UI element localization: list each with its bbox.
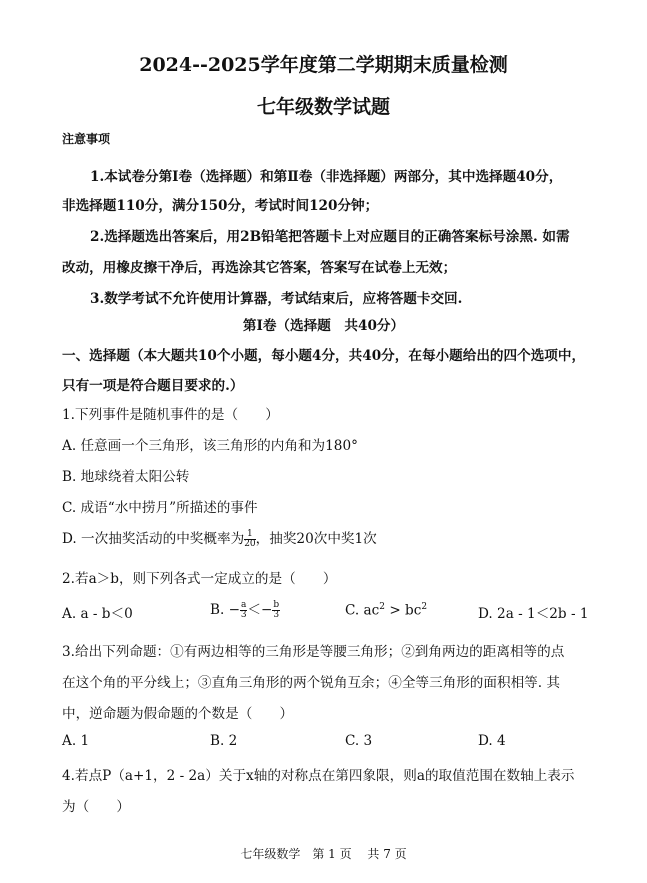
q3-option-b: B. 2 — [210, 733, 238, 749]
q3-stem-line-2: 在这个角的平分线上；③直角三角形的两个锐角互余；④全等三角形的面积相等. 其 — [62, 675, 561, 691]
q1-stem: 1.下列事件是随机事件的是（ ） — [62, 407, 279, 423]
q1-option-b: B. 地球绕着太阳公转 — [62, 469, 190, 485]
q2-fraction-a-numerator: a — [241, 600, 247, 610]
q4-stem-line-2: 为（ ） — [62, 799, 130, 815]
q2-option-c-right: > bc — [385, 602, 422, 619]
q1-fraction-denominator: 20 — [244, 539, 256, 549]
notice-item-1-line-2: 非选择题110分，满分150分，考试时间120分钟； — [62, 198, 379, 214]
q2-option-c-exponent-2: 2 — [421, 602, 428, 612]
q1-option-d-text-start: D. 一次抽奖活动的中奖概率为 — [62, 531, 245, 547]
exam-subtitle: 七年级数学试题 — [256, 96, 390, 118]
q2-option-b-fraction-b — [272, 601, 280, 620]
notice-item-1-line-1: 1.本试卷分第Ⅰ卷（选择题）和第Ⅱ卷（非选择题）两部分，其中选择题40分， — [90, 169, 563, 185]
q2-option-c-left: C. ac — [345, 602, 380, 619]
q1-fraction-numerator: 1 — [244, 530, 255, 540]
q3-stem-line-3: 中，逆命题为假命题的个数是（ ） — [62, 706, 294, 722]
q1-option-c: C. 成语“水中捞月”所描述的事件 — [62, 500, 258, 516]
q2-option-c — [345, 602, 427, 619]
q3-option-a: A. 1 — [62, 733, 90, 749]
notice-item-2-line-1: 2.选择题选出答案后，用2B铅笔把答题卡上对应题目的正确答案标号涂黑. 如需 — [90, 229, 570, 245]
q1-option-d-text-end: ，抽奖20次中奖1次 — [255, 531, 377, 547]
notice-item-3: 3.数学考试不允许使用计算器，考试结束后，应将答题卡交回. — [90, 291, 463, 307]
q2-stem: 2.若a＞b，则下列各式一定成立的是（ ） — [62, 571, 337, 587]
q2-fraction-a-denominator: 3 — [240, 610, 247, 620]
q2-option-d: D. 2a - 1＜2b - 1 — [478, 606, 589, 622]
q1-option-a: A. 任意画一个三角形，该三角形的内角和为180° — [62, 438, 358, 454]
part1-instructions-line-2: 只有一项是符合题目要求的.） — [62, 378, 244, 394]
section-heading: 第Ⅰ卷（选择题 共40分） — [242, 318, 405, 334]
q1-option-d-fraction — [244, 530, 255, 549]
q3-option-d: D. 4 — [478, 733, 506, 749]
q4-stem-line-1: 4.若点P（a+1，2 - 2a）关于x轴的对称点在第四象限，则a的取值范围在数轴上表示 — [62, 768, 575, 784]
notice-heading: 注意事项 — [62, 132, 111, 146]
part1-instructions-line-1: 一、选择题（本大题共10个小题，每小题4分，共40分，在每小题给出的四个选项中， — [62, 348, 586, 364]
q2-fraction-b-numerator: b — [273, 600, 280, 610]
q2-fraction-b-denominator: 3 — [273, 610, 280, 620]
q2-option-b-label: B. − — [210, 602, 241, 618]
q3-stem-line-1: 3.给出下列命题：①有两边相等的三角形是等腰三角形；②到角两边的距离相等的点 — [62, 644, 565, 660]
q2-option-b-middle: ＜− — [247, 602, 273, 618]
q2-option-b — [210, 598, 280, 620]
q1-option-d — [62, 527, 377, 549]
q2-option-c-exponent-1: 2 — [379, 602, 386, 612]
exam-title: 2024--2025学年度第二学期期末质量检测 — [139, 54, 508, 76]
notice-item-2-line-2: 改动，用橡皮擦干净后，再选涂其它答案，答案写在试卷上无效； — [62, 260, 457, 276]
page-footer: 七年级数学 第 1 页 共 7 页 — [240, 847, 407, 861]
q2-option-a: A. a - b＜0 — [62, 606, 133, 622]
q3-option-c: C. 3 — [345, 733, 373, 749]
